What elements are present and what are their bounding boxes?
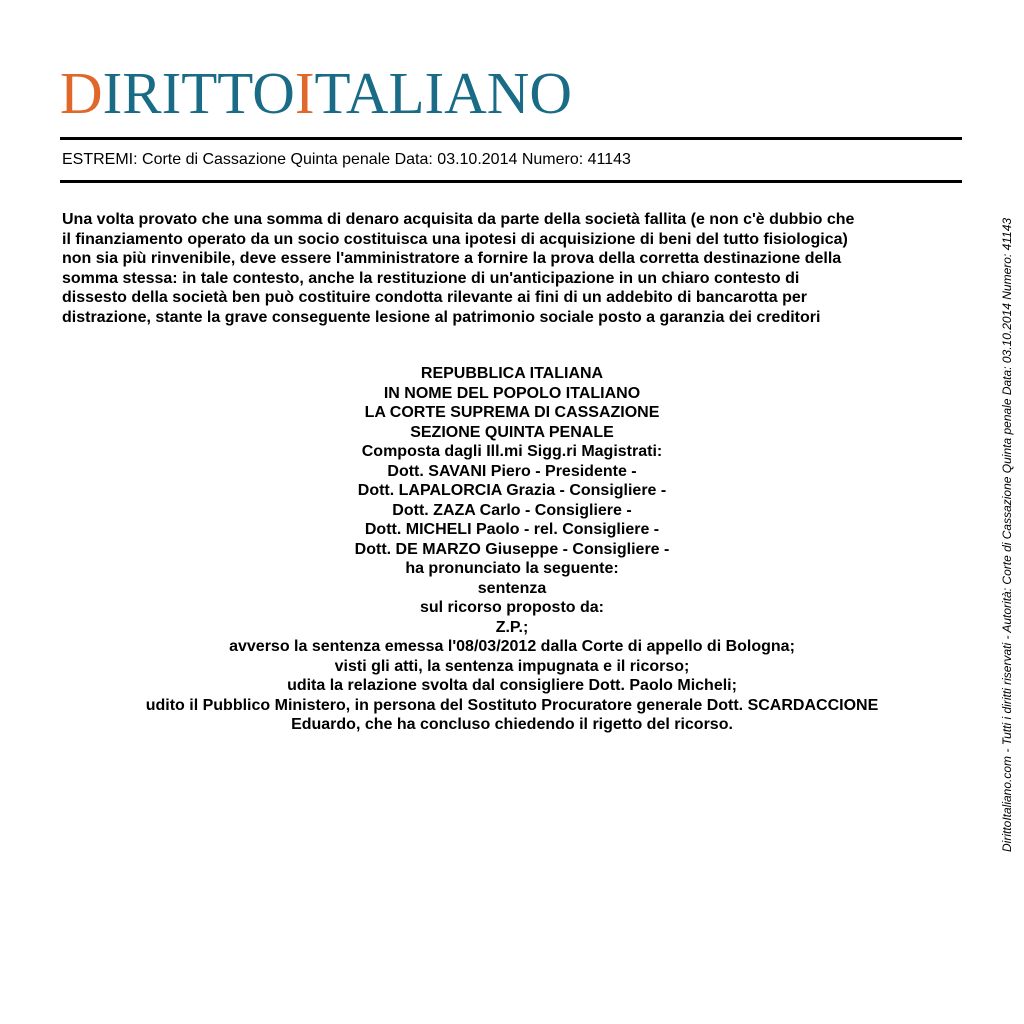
heading-line: SEZIONE QUINTA PENALE [410, 423, 614, 441]
massima-line: non sia più rinvenibile, deve essere l'amministratore a fornire la prova della corretta destinazione della [62, 250, 842, 267]
logo-letter-d: D [60, 60, 103, 126]
heading-line: IN NOME DEL POPOLO ITALIANO [383, 384, 641, 402]
header-rule-bottom [60, 180, 962, 183]
heading-line: LA CORTE SUPREMA DI CASSAZIONE [364, 404, 660, 421]
heading-line: Dott. ZAZA Carlo - Consigliere - [392, 501, 632, 519]
heading-line: udita la relazione svolta dal consigliere Dott. Paolo Micheli; [287, 677, 737, 694]
logo-text-diritto: IRITTO [102, 60, 295, 126]
heading-line: Dott. DE MARZO Giuseppe - Consigliere - [354, 540, 670, 558]
massima-line: Una volta provato che una somma di denaro acquisita da parte della società fallita (e non c'è dubbio che [62, 211, 855, 228]
heading-line: avverso la sentenza emessa l'08/03/2012 dalla Corte di appello di Bologna; [229, 638, 795, 655]
heading-line: Dott. LAPALORCIA Grazia - Consigliere - [357, 482, 667, 499]
heading-line: Dott. SAVANI Piero - Presidente - [387, 462, 637, 480]
heading-line: Dott. MICHELI Paolo - rel. Consigliere - [364, 521, 660, 538]
heading-line: REPUBBLICA ITALIANA [420, 365, 604, 382]
heading-line: visti gli atti, la sentenza impugnata e il ricorso; [334, 657, 690, 675]
logo-letter-i: I [294, 60, 315, 126]
header-rule-top [60, 137, 962, 140]
sentence-heading [62, 364, 962, 735]
massima-line: distrazione, stante la grave conseguente lesione al patrimonio sociale posto a garanzia dei creditori [62, 308, 821, 326]
heading-line: sul ricorso proposto da: [419, 599, 604, 616]
massima-line: somma stessa: in tale contesto, anche la restituzione di un'anticipazione in un chiaro contesto di [62, 269, 800, 287]
massima-line: il finanziamento operato da un socio costituisca una ipotesi di acquisizione di beni del tutto fisiologica) [62, 230, 848, 248]
heading-line: Z.P.; [495, 618, 529, 636]
massima-line: dissesto della società ben può costituire condotta rilevante ai fini di un addebito di bancarotta per [62, 289, 808, 306]
copyright-side-note: DirittoItaliano.com - Tutti i diritti riservati - Autorità: Corte di Cassazione Quinta penale Data: 03.10.2014 Numero: 41143 [1000, 217, 1014, 852]
document-references: ESTREMI: Corte di Cassazione Quinta penale Data: 03.10.2014 Numero: 41143 [62, 151, 631, 168]
massima-summary [62, 210, 962, 327]
site-logo [60, 62, 572, 124]
heading-line: Composta dagli Ill.mi Sigg.ri Magistrati: [361, 443, 663, 460]
heading-line: sentenza [477, 579, 547, 597]
heading-line: Eduardo, che ha concluso chiedendo il rigetto del ricorso. [291, 716, 733, 733]
heading-line: udito il Pubblico Ministero, in persona del Sostituto Procuratore generale Dott. SCARDACCIONE [145, 696, 879, 714]
logo-text-italiano: TALIANO [314, 60, 572, 126]
heading-line: ha pronunciato la seguente: [405, 560, 619, 577]
